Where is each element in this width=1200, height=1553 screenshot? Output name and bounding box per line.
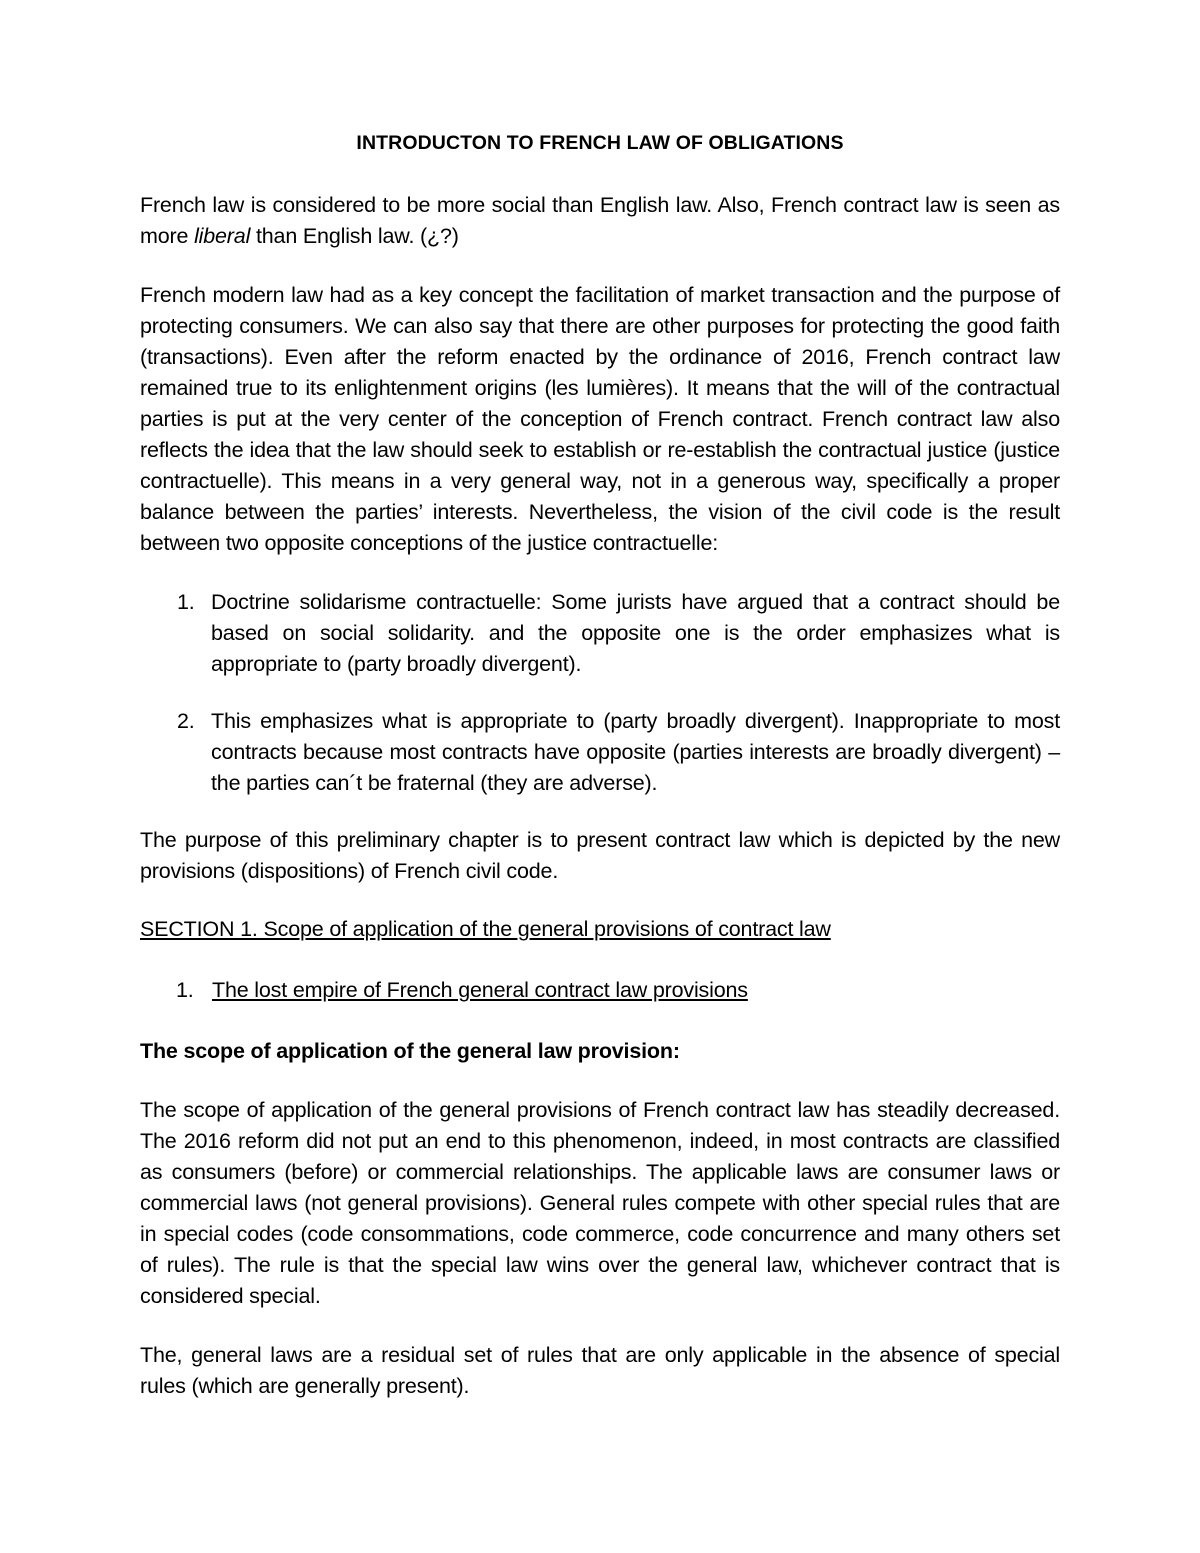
list-item-marker: 1. [177, 589, 195, 614]
residual-rules-paragraph: The, general laws are a residual set of rules that are only applicable in the absence of special rules (which are generally present). [140, 1342, 1060, 1398]
modern-law-paragraph: French modern law had as a key concept the facilitation of market transaction and the purpose of protecting consumers. We can also say that there are other purposes for protecting the good faith (transactions). Even after the reform enacted by the ordinance of 2016, French contract law remained true to its enlightenment origins (les lumières). It means that the will of the contractual parties is put at the very center of the conception of French contract. French contract law also reflects the idea that the law should seek to establish or re-establish the contractual justice (justice contractuelle). This means in a very general way, not in a generous way, specifically a proper balance between the parties’ interests. Nevertheless, the vision of the civil code is the result between two opposite conceptions of the justice contractuelle: [140, 283, 1060, 555]
subsection-heading [212, 975, 1060, 1006]
list-item [140, 975, 1060, 1006]
list-item [140, 706, 1060, 799]
list-item [140, 587, 1060, 680]
list-item-marker: 2. [177, 708, 195, 733]
list-item-text: This emphasizes what is appropriate to (party broadly divergent). Inappropriate to most contracts because most contracts have opposite (parties interests are broadly divergent) – the parties can´t be fraternal (they are adverse). [211, 708, 1060, 795]
bold-subheading: The scope of application of the general law provision: [140, 1039, 680, 1064]
justice-conceptions-list [140, 587, 1060, 799]
document-body [140, 131, 1060, 1402]
scope-paragraph: The scope of application of the general provisions of French contract law has steadily decreased. The 2016 reform did not put an end to this phenomenon, indeed, in most contracts are classified as consumers (before) or commercial relationships. The applicable laws are consumer laws or commercial laws (not general provisions). General rules compete with other special rules that are in special codes (code consommations, code commerce, code concurrence and many others set of rules). The rule is that the special law wins over the general law, whichever contract that is considered special. [140, 1098, 1060, 1309]
section-heading-text: SECTION 1. Scope of application of the general provisions of contract law [140, 917, 831, 942]
intro-paragraph-text-after-italic: than English law. (¿?) [250, 224, 459, 249]
intro-paragraph-italic-term: liberal [194, 224, 251, 249]
intro-paragraph-text-before-italic: French law is considered to be more social than English law. Also, French contract law is seen as more [140, 193, 1060, 249]
subsection-heading-text: The lost empire of French general contract law provisions [212, 978, 748, 1003]
subsection-heading-list [140, 975, 1060, 1006]
purpose-paragraph: The purpose of this preliminary chapter is to present contract law which is depicted by the new provisions (dispositions) of French civil code. [140, 827, 1060, 883]
section-heading [140, 914, 1060, 945]
subsection-marker: 1. [176, 978, 194, 1003]
page-title: INTRODUCTON TO FRENCH LAW OF OBLIGATIONS [356, 132, 844, 154]
intro-paragraph [140, 190, 1060, 252]
list-item-text: Doctrine solidarisme contractuelle: Some jurists have argued that a contract should be based on social solidarity. and the opposite one is the order emphasizes what is appropriate to (party broadly divergent). [211, 589, 1060, 676]
